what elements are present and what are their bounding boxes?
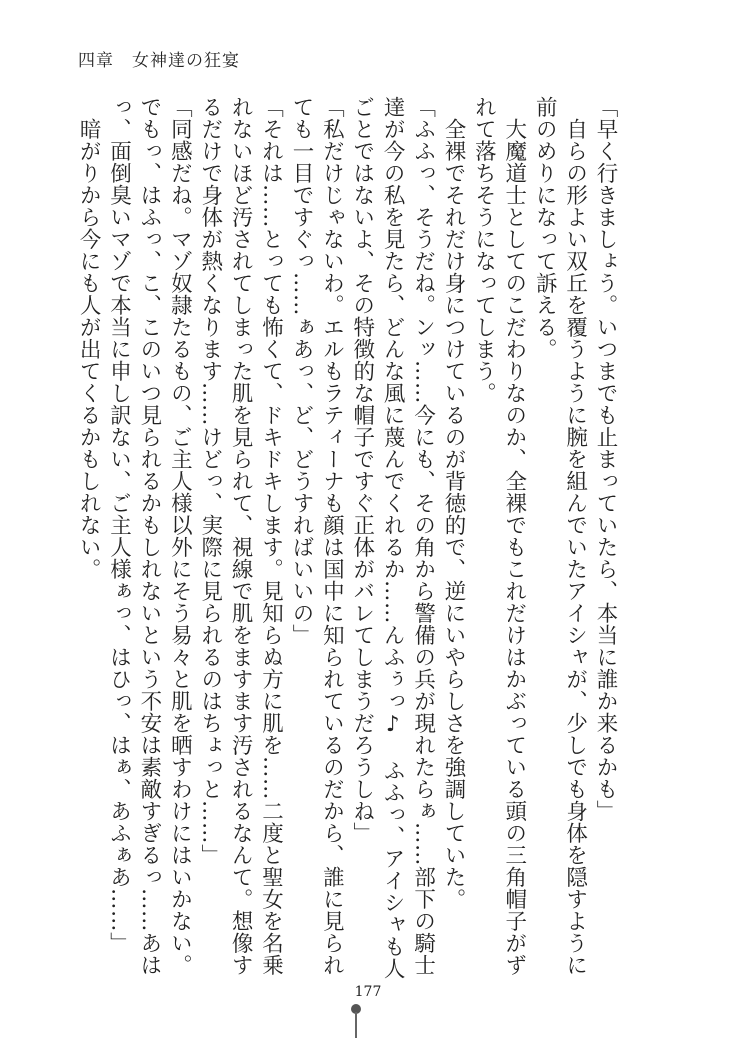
text-line: っ、面倒臭いマゾで本当に申し訳ない、ご主人様ぁっ、はひっ、はぁ、あふぁあ……」 — [106, 96, 132, 954]
text-line: れないほど汚されてしまった肌を見られて、視線で肌をますます汚されるなんて。想像す — [228, 96, 254, 976]
text-line: るだけで身体が熱くなります……けどっ、実際に見られるのはちょっと……」 — [197, 96, 223, 866]
text-line: 前のめりになって訴える。 — [532, 96, 558, 360]
text-line: ごとではないよ、その特徴的な帽子ですぐ正体がバレてしまうだろうしね」 — [349, 96, 375, 844]
page-number: 177 — [354, 984, 382, 1000]
text-line: 「それは……とっても怖くて、ドキドキします。見知らぬ方に肌を……二度と聖女を名乗 — [258, 96, 284, 976]
text-line: れて落ちそうになってしまう。 — [471, 96, 497, 404]
text-line: でもっ、はふっ、こ、このいつ見られるかもしれないという不安は素敵すぎるっ……あは — [136, 96, 162, 976]
text-line: 自らの形よい双丘を覆うように腕を組んでいたアイシャが、少しでも身体を隠すように — [562, 96, 588, 976]
text-line: 「ふふっ、そうだね。ンッ……今にも、その角から警備の兵が現れたらぁ……部下の騎士 — [410, 96, 436, 976]
vertical-body-text — [73, 96, 620, 980]
text-line: 暗がりから今にも人が出てくるかもしれない。 — [76, 96, 102, 580]
text-line: 「同感だね。マゾ奴隷たるもの、ご主人様以外にそう易々と肌を晒すわけにはいかない。 — [167, 96, 193, 976]
text-line: 大魔道士としてのこだわりなのか、全裸でもこれだけはかぶっている頭の三角帽子がず — [501, 96, 527, 976]
text-line: 全裸でそれだけ身につけているのが背徳的で、逆にいやらしさを強調していた。 — [440, 96, 466, 910]
text-line: 「私だけじゃないわ。エルもラティーナも顔は国中に知られているのだから、誰に見られ — [319, 96, 345, 976]
text-line: 達が今の私を見たら、どんな風に蔑んでくれるか……んふぅっ♪ ふふっ、アイシャも人 — [380, 96, 406, 980]
text-line: ても一目ですぐっ……ぁあっ、ど、どうすればいいの」 — [288, 96, 314, 646]
page-marker-icon — [351, 1004, 361, 1038]
chapter-header: 四章 女神達の狂宴 — [78, 51, 240, 71]
marker-stem — [355, 1012, 357, 1038]
text-line: 「早く行きましょう。いつまでも止まっていたら、本当に誰か来るかも」 — [593, 96, 618, 822]
